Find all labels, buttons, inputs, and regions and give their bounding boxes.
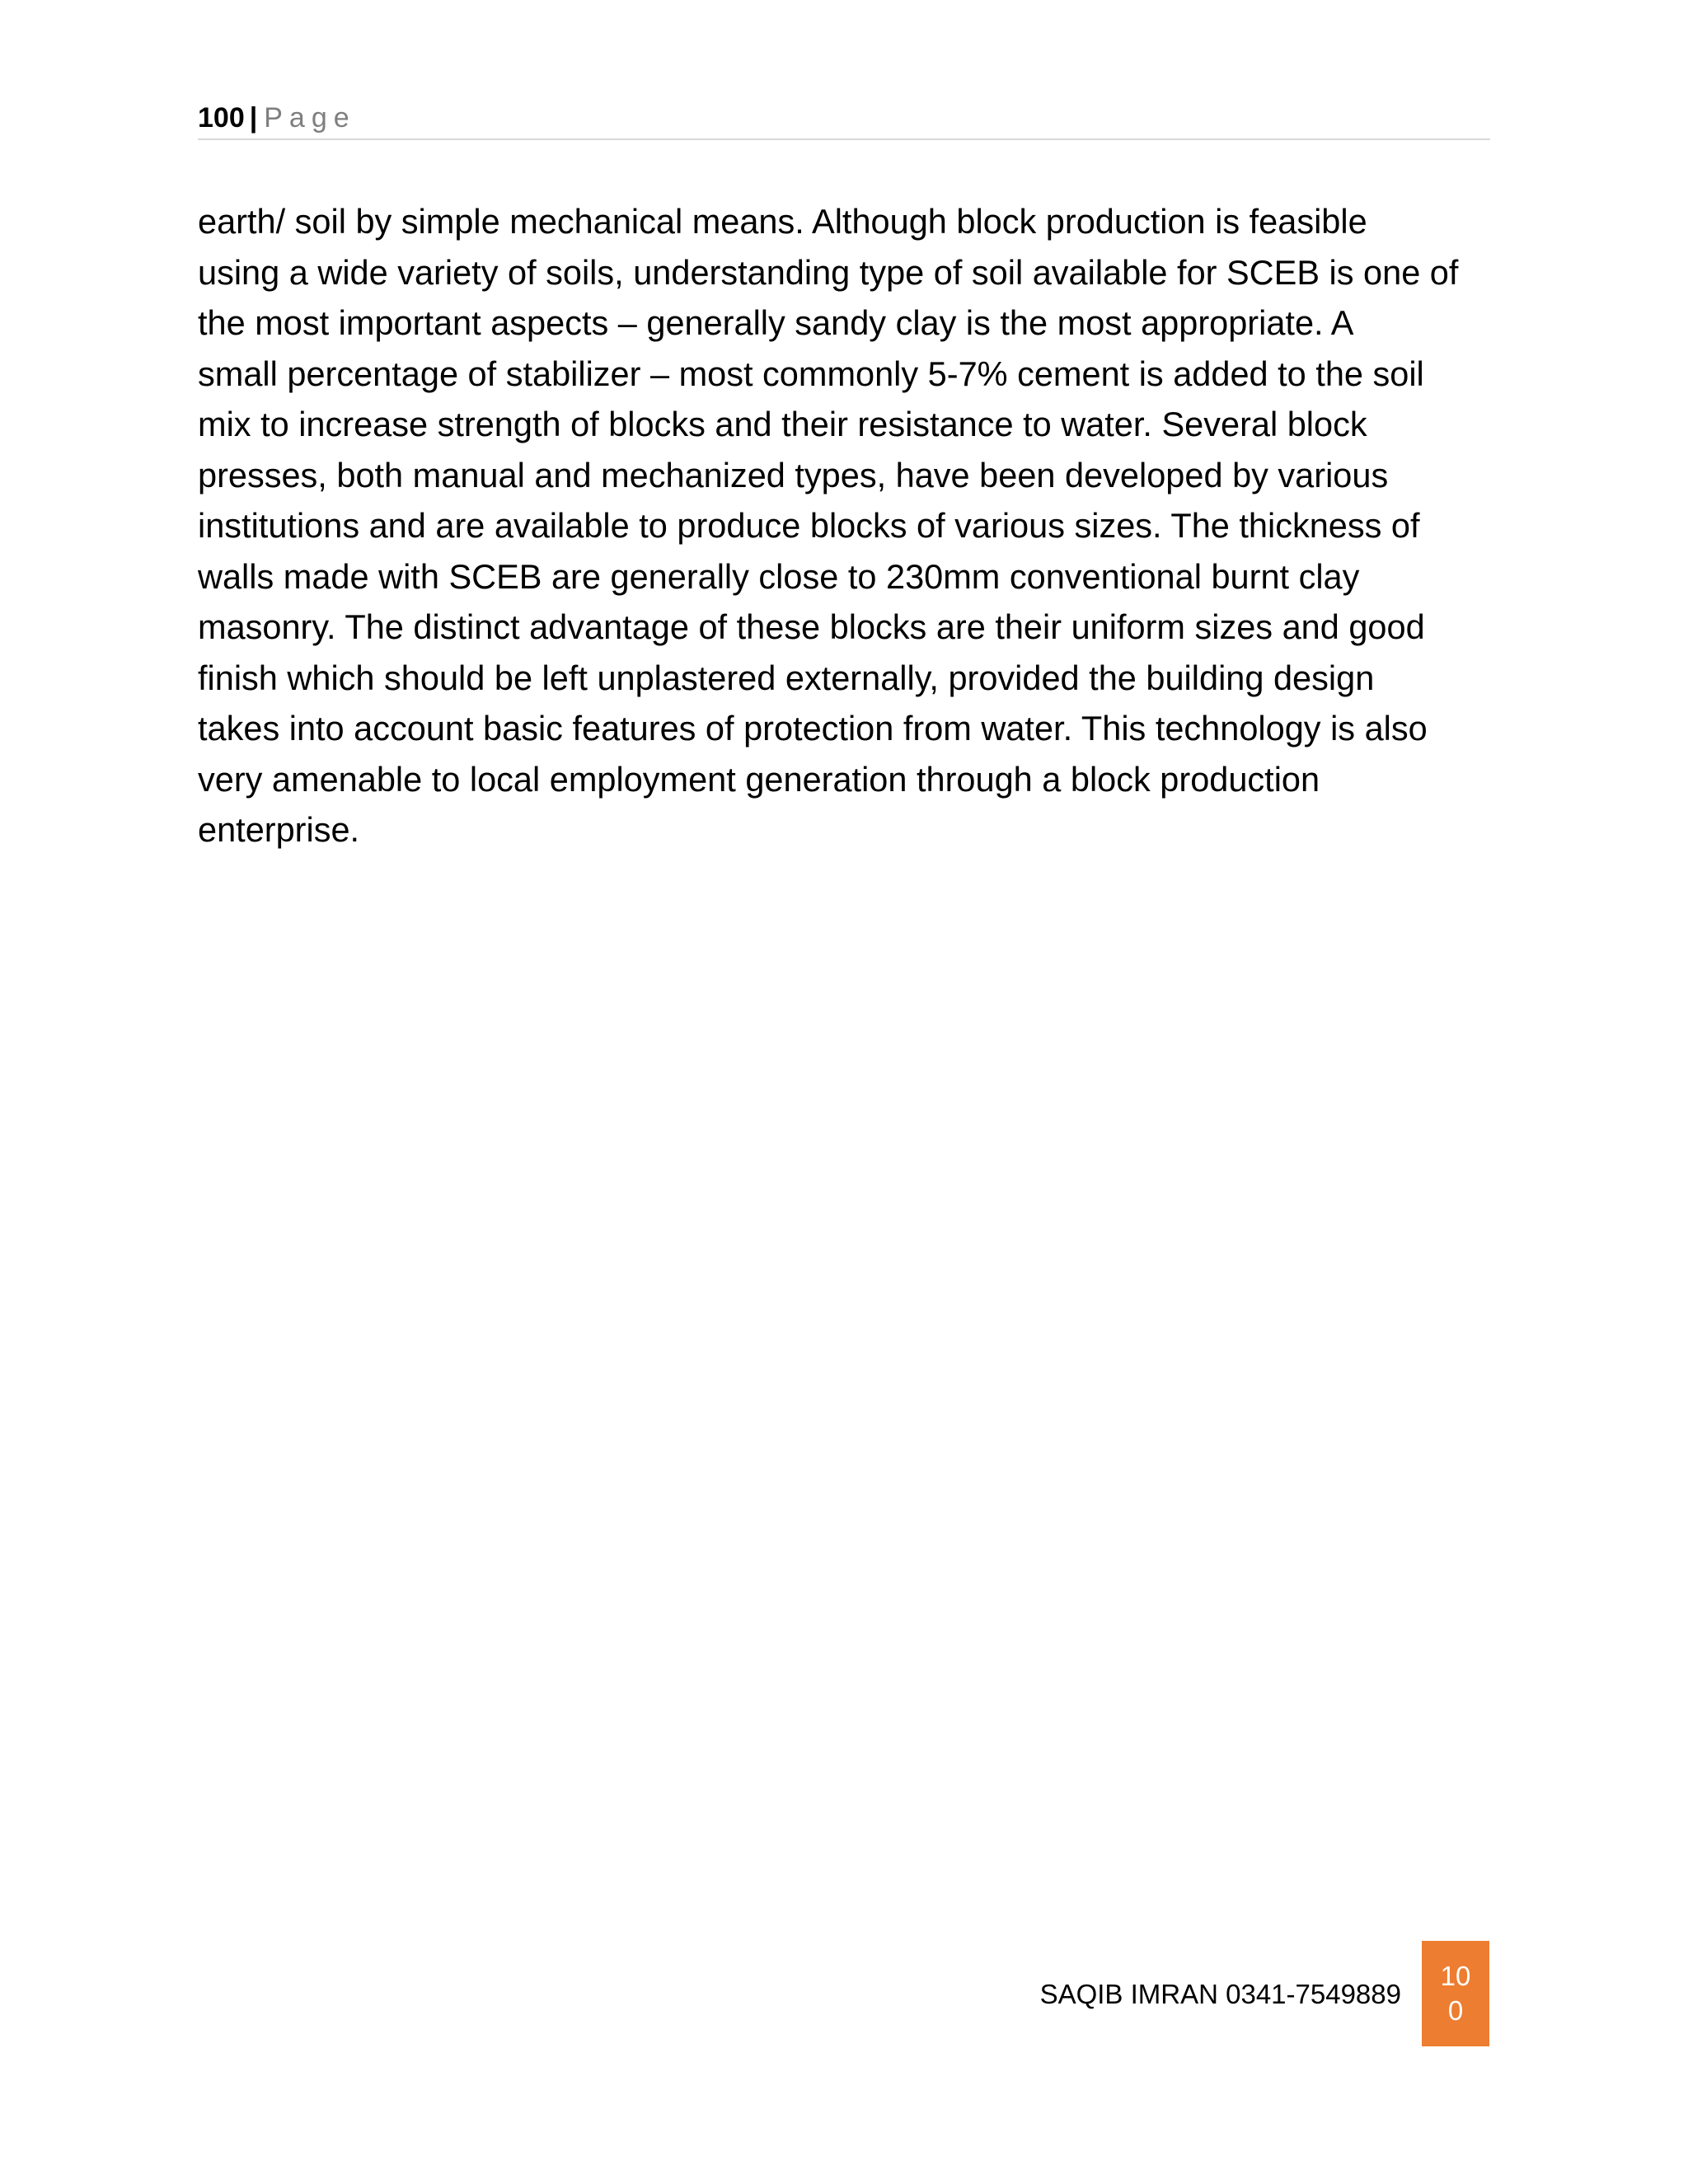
paragraph-line: presses, both manual and mechanized types, have been developed by various bbox=[198, 455, 1389, 494]
paragraph-line: institutions and are available to produce blocks of various sizes. The thickness of bbox=[198, 506, 1420, 545]
paragraph-line: the most important aspects – generally sandy clay is the most appropriate. A bbox=[198, 303, 1354, 342]
badge-line-1: 10 bbox=[1440, 1961, 1471, 1991]
paragraph-line: walls made with SCEB are generally close to 230mm conventional burnt clay bbox=[198, 556, 1360, 596]
page-header bbox=[198, 97, 1490, 140]
paragraph-line: masonry. The distinct advantage of these blocks are their uniform sizes and good bbox=[198, 607, 1425, 646]
paragraph-line: very amenable to local employment generation through a block production bbox=[198, 759, 1320, 799]
header-page-number: 100 bbox=[198, 102, 245, 134]
footer-author-contact: SAQIB IMRAN 0341-7549889 bbox=[1039, 1979, 1401, 2009]
header-page-label: Page bbox=[264, 102, 356, 134]
footer-page-number-badge bbox=[1422, 1941, 1489, 2046]
paragraph-line: using a wide variety of soils, understanding type of soil available for SCEB is one of bbox=[198, 252, 1459, 292]
badge-line-2: 0 bbox=[1447, 1995, 1464, 2026]
paragraph-line: finish which should be left unplastered externally, provided the building design bbox=[198, 658, 1375, 697]
header-separator: | bbox=[249, 102, 258, 134]
paragraph-line: small percentage of stabilizer – most commonly 5-7% cement is added to the soil bbox=[198, 354, 1424, 393]
paragraph-line: takes into account basic features of protection from water. This technology is also bbox=[198, 709, 1428, 748]
paragraph-line: earth/ soil by simple mechanical means. Although block production is feasible bbox=[198, 202, 1367, 241]
paragraph-line: enterprise. bbox=[198, 810, 360, 849]
paragraph-line: mix to increase strength of blocks and their resistance to water. Several block bbox=[198, 405, 1367, 443]
body-paragraph bbox=[198, 196, 1496, 855]
